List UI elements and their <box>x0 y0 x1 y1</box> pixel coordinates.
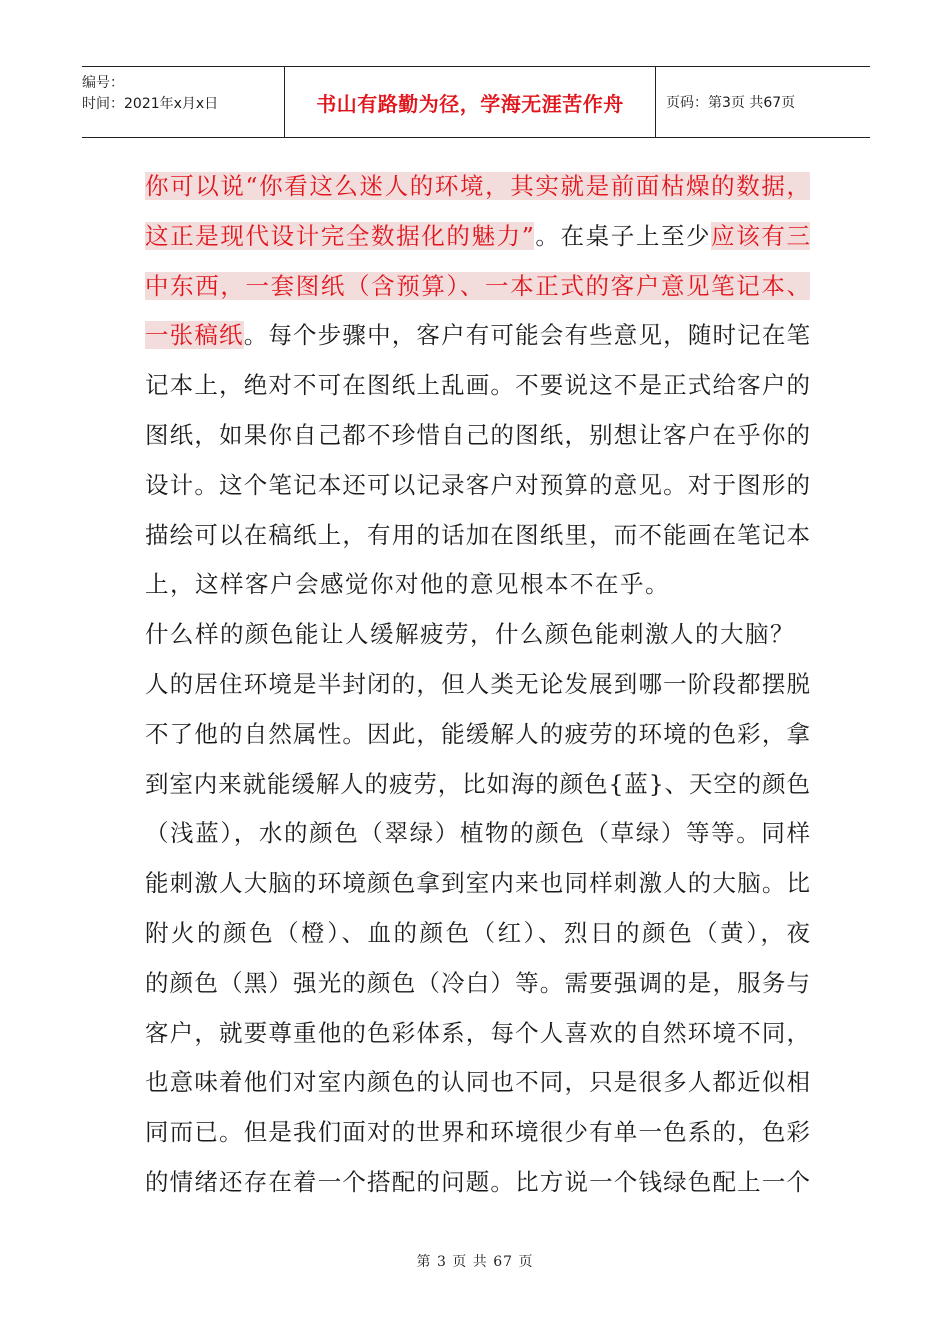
text-line <box>145 710 810 760</box>
text-segment: 的情绪还存在着一个搭配的问题。比方说一个钱绿色配上一个 <box>145 1167 810 1196</box>
highlighted-text: 应该有三 <box>711 221 811 250</box>
text-segment: 描绘可以在稿纸上，有用的话加在图纸里，而不能画在笔记本 <box>145 520 810 549</box>
text-line <box>145 162 810 212</box>
text-line <box>145 461 810 511</box>
text-line <box>145 411 810 461</box>
text-line <box>145 361 810 411</box>
header-motto-cell <box>284 67 656 137</box>
text-segment: 也意味着他们对室内颜色的认同也不同，只是很多人都近似相 <box>145 1068 810 1097</box>
text-segment: 同而已。但是我们面对的世界和环境很少有单一色系的，色彩 <box>145 1118 810 1147</box>
text-segment: 人的居住环境是半封闭的，但人类无论发展到哪一阶段都摆脱 <box>145 669 810 698</box>
highlighted-text: 一张稿纸 <box>145 321 244 350</box>
text-line <box>145 1108 810 1158</box>
text-segment: 不了他的自然属性。因此，能缓解人的疲劳的环境的色彩，拿 <box>145 719 810 748</box>
text-line <box>145 610 810 660</box>
text-line <box>145 560 810 610</box>
text-line <box>145 262 810 312</box>
highlighted-text: 你可以说“你看这么迷人的环境，其实就是前面枯燥的数据， <box>145 172 810 200</box>
text-line <box>145 1058 810 1108</box>
text-line <box>145 212 810 262</box>
text-segment: 图纸，如果你自己都不珍惜自己的图纸，别想让客户在乎你的 <box>145 420 810 449</box>
document-header <box>82 66 870 138</box>
page-info: 页码：第3页 共67页 <box>666 95 796 111</box>
motto: 书山有路勤为径，学海无涯苦作舟 <box>316 91 624 116</box>
page-footer: 第 3 页 共 67 页 <box>416 1254 534 1270</box>
text-segment: （浅蓝），水的颜色（翠绿）植物的颜色（草绿）等等。同样 <box>145 819 810 848</box>
text-segment: 。每个步骤中，客户有可能会有些意见，随时记在笔 <box>243 321 811 350</box>
highlighted-text: 中东西，一套图纸（含预算）、一本正式的客户意见笔记本、 <box>145 271 810 300</box>
text-segment: 客户，就要尊重他的色彩体系，每个人喜欢的自然环境不同， <box>145 1018 810 1047</box>
text-line <box>145 660 810 710</box>
text-segment: 设计。这个笔记本还可以记录客户对预算的意见。对于图形的 <box>145 470 810 499</box>
text-segment: 能刺激人大脑的环境颜色拿到室内来也同样刺激人的大脑。比 <box>145 869 810 898</box>
text-segment: 到室内来就能缓解人的疲劳，比如海的颜色{蓝}、天空的颜色 <box>145 769 810 798</box>
text-line <box>145 311 810 361</box>
text-segment: 什么样的颜色能让人缓解疲劳，什么颜色能刺激人的大脑？ <box>145 620 795 649</box>
text-line <box>145 1158 810 1208</box>
text-segment: 上，这样客户会感觉你对他的意见根本不在乎。 <box>145 570 670 599</box>
number-label: 编号： <box>82 75 124 91</box>
text-line <box>145 959 810 1009</box>
highlighted-text: 这正是现代设计完全数据化的魅力” <box>145 221 534 250</box>
text-line <box>145 809 810 859</box>
text-segment: 记本上，绝对不可在图纸上乱画。不要说这不是正式给客户的 <box>145 371 810 400</box>
text-line <box>145 859 810 909</box>
text-line <box>145 1009 810 1059</box>
text-line <box>145 760 810 810</box>
text-segment: 。在桌子上至少 <box>533 221 712 250</box>
header-page-info <box>656 67 870 137</box>
text-segment: 的颜色（黑）强光的颜色（冷白）等。需要强调的是，服务与 <box>145 968 810 997</box>
header-meta <box>82 67 284 137</box>
body-text <box>145 162 810 1208</box>
text-segment: 附火的颜色（橙）、血的颜色（红）、烈日的颜色（黄），夜 <box>145 918 810 947</box>
text-line <box>145 909 810 959</box>
date-label: 时间：2021年x月x日 <box>82 96 219 112</box>
text-line <box>145 511 810 561</box>
